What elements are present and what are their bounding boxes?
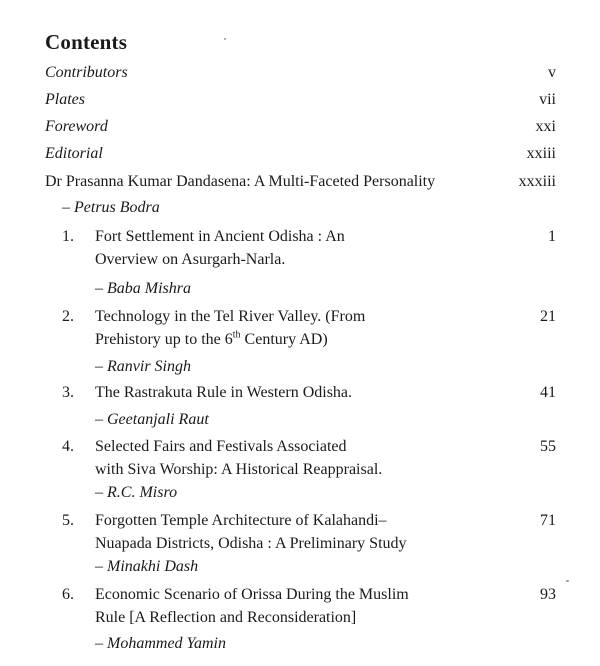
front-matter-editorial[interactable]: Editorial bbox=[45, 145, 103, 162]
chapter-2-author: – Ranvir Singh bbox=[95, 358, 191, 375]
chapter-3-page: 41 bbox=[540, 384, 556, 401]
chapter-2-title-line1[interactable]: Technology in the Tel River Valley. (From bbox=[95, 308, 366, 325]
chapter-5-page: 71 bbox=[540, 512, 556, 529]
chapter-1-author: – Baba Mishra bbox=[95, 280, 191, 297]
scan-speck bbox=[224, 38, 226, 40]
chapter-6-title-line1[interactable]: Economic Scenario of Orissa During the Muslim bbox=[95, 586, 409, 603]
chapter-3-author: – Geetanjali Raut bbox=[95, 411, 209, 428]
chapter-5-number: 5. bbox=[62, 512, 74, 529]
chapter-2-number: 2. bbox=[62, 308, 74, 325]
front-matter-contributors[interactable]: Contributors bbox=[45, 64, 128, 81]
chapter-4-author: – R.C. Misro bbox=[95, 484, 178, 501]
chapter-1-title-line1[interactable]: Fort Settlement in Ancient Odisha : An bbox=[95, 228, 345, 245]
scan-speck bbox=[566, 580, 569, 582]
chapter-6-number: 6. bbox=[62, 586, 74, 603]
chapter-2-title-line2-pre: Prehistory up to the 6 bbox=[95, 331, 233, 348]
chapter-1-title-line2[interactable]: Overview on Asurgarh-Narla. bbox=[95, 251, 286, 268]
front-matter-contributors-page: v bbox=[548, 64, 556, 81]
chapter-5-author: – Minakhi Dash bbox=[95, 558, 199, 575]
tribute-title[interactable]: Dr Prasanna Kumar Dandasena: A Multi-Faceted Personality bbox=[45, 173, 436, 190]
front-matter-editorial-page: xxiii bbox=[526, 145, 556, 162]
chapter-6-title-line2[interactable]: Rule [A Reflection and Reconsideration] bbox=[95, 609, 357, 626]
tribute-page: xxxiii bbox=[518, 173, 556, 190]
chapter-1-page: 1 bbox=[548, 228, 556, 245]
chapter-2-page: 21 bbox=[540, 308, 556, 325]
chapter-2-title-line2-post: Century AD) bbox=[240, 331, 328, 348]
contents-heading: Contents bbox=[45, 30, 128, 54]
chapter-2-title-line2[interactable] bbox=[95, 330, 328, 350]
chapter-5-title-line1[interactable]: Forgotten Temple Architecture of Kalahandi– bbox=[95, 512, 387, 529]
front-matter-plates[interactable]: Plates bbox=[45, 91, 85, 108]
chapter-5-title-line2[interactable]: Nuapada Districts, Odisha : A Preliminary Study bbox=[95, 535, 407, 552]
front-matter-foreword-page: xxi bbox=[535, 118, 556, 135]
chapter-4-title-line1[interactable]: Selected Fairs and Festivals Associated bbox=[95, 438, 347, 455]
chapter-3-title-line1[interactable]: The Rastrakuta Rule in Western Odisha. bbox=[95, 384, 353, 401]
chapter-6-author: – Mohammed Yamin bbox=[95, 635, 226, 652]
chapter-4-title-line2[interactable]: with Siva Worship: A Historical Reappraisal. bbox=[95, 461, 383, 478]
tribute-author: – Petrus Bodra bbox=[62, 199, 160, 216]
chapter-4-number: 4. bbox=[62, 438, 74, 455]
chapter-3-number: 3. bbox=[62, 384, 74, 401]
front-matter-foreword[interactable]: Foreword bbox=[45, 118, 108, 135]
chapter-2-superscript: th bbox=[232, 329, 241, 341]
chapter-1-number: 1. bbox=[62, 228, 74, 245]
chapter-6-page: 93 bbox=[540, 586, 556, 603]
front-matter-plates-page: vii bbox=[539, 91, 556, 108]
chapter-4-page: 55 bbox=[540, 438, 556, 455]
